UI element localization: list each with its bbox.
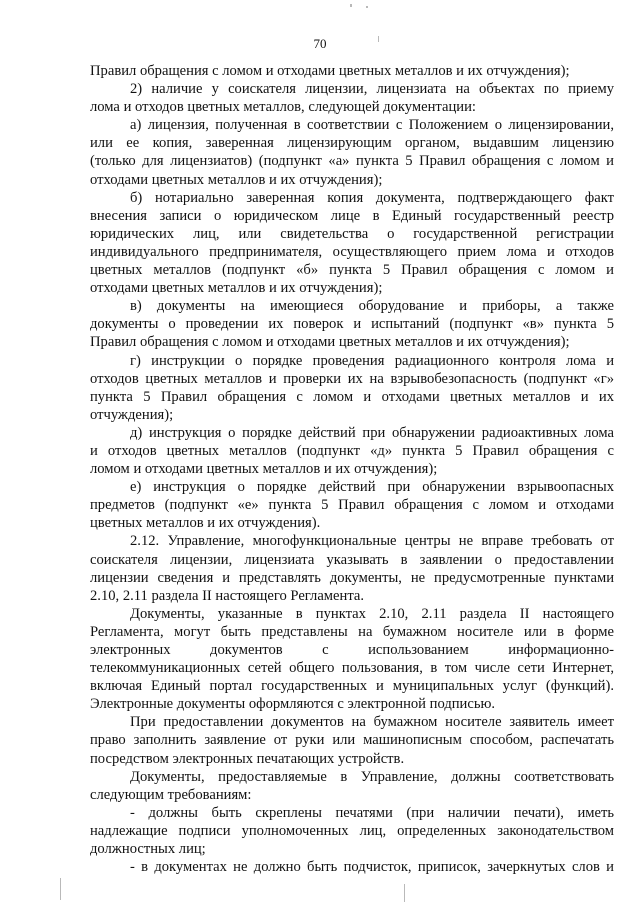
text-line: д) инструкция о порядке действий при обнаружении радиоактивных лома [130, 424, 614, 441]
text-line: индивидуального предпринимателя, осуществляющего прием лома и отходов [90, 243, 614, 260]
text-line: - должны быть скреплены печатями (при наличии печати), иметь [130, 804, 614, 821]
text-line: а) лицензия, полученная в соответствии с Положением о лицензировании, [130, 117, 614, 134]
text-line: предметов (подпункт «е» пункта 5 Правил обращения с ломом и отходами [90, 497, 614, 514]
text-line: и отходов цветных металлов (подпункт «д» пункта 5 Правил обращения с [90, 442, 614, 459]
text-line: следующим требованиям: [90, 786, 252, 803]
text-line: в) документы на имеющиеся оборудование и приборы, а также [130, 298, 614, 315]
text-line: посредством электронных печатающих устройств. [90, 750, 405, 767]
text-line: электронных документов с использованием информационно- [90, 642, 614, 658]
scan-artifact [378, 36, 379, 42]
text-line: право заполнить заявление от руки или машинописным способом, распечатать [90, 732, 614, 749]
document-body [90, 62, 614, 876]
text-line: 2.10, 2.11 раздела II настоящего Регламента. [90, 587, 365, 604]
text-line: г) инструкции о порядке проведения радиационного контроля лома и [130, 352, 614, 369]
text-line: отходами цветных металлов и их отчуждения); [90, 171, 383, 188]
text-line: 2) наличие у соискателя лицензии, лицензиата на объектах по приему [130, 81, 614, 98]
scan-artifact [60, 878, 61, 900]
text-line: цветных металлов и их отчуждения). [90, 515, 321, 532]
text-line: пункта 5 Правил обращения с ломом и отходами цветных металлов и их [90, 388, 614, 405]
text-line: Электронные документы оформляются с электронной подписью. [90, 696, 496, 713]
text-line: - в документах не должно быть подчисток, приписок, зачеркнутых слов и [130, 859, 614, 876]
text-line: Правил обращения с ломом и отходами цветных металлов и их отчуждения); [90, 63, 570, 79]
text-line: отходами цветных металлов и их отчуждения); [90, 280, 383, 297]
text-line: юридических лиц, или свидетельства о государственной регистрации [90, 225, 614, 242]
text-line: надлежащие подписи уполномоченных лиц, определенных законодательством [90, 822, 614, 839]
text-line: цветных металлов (подпункт «б» пункта 5 Правил обращения с ломом и [90, 262, 614, 279]
text-line: соискателя лицензии, лицензиата указывать в заявлении о предоставлении [90, 551, 614, 568]
page-number: 70 [313, 36, 327, 51]
text-line: е) инструкция о порядке действий при обнаружении взрывоопасных [130, 479, 614, 496]
text-line: Правил обращения с ломом и отходами цветных металлов и их отчуждения); [90, 334, 570, 351]
text-line: должностных лиц; [90, 841, 206, 858]
text-line: Документы, предоставляемые в Управление, должны соответствовать [130, 768, 614, 785]
scan-artifact [350, 4, 352, 7]
text-line: телекоммуникационных сетей общего пользования, в том числе сети Интернет, [90, 660, 614, 677]
text-line: При предоставлении документов на бумажном носителе заявитель имеет [130, 714, 614, 731]
text-line: внесения записи о юридическом лице в Единый государственный реестр [90, 207, 614, 224]
text-line: отчуждения); [90, 406, 174, 423]
text-line: или ее копия, заверенная лицензирующим органом, выдавшим лицензию [90, 135, 614, 152]
text-line: документы о проведении их поверок и испытаний (подпункт «в» пункта 5 [90, 316, 614, 333]
text-line: отходов цветных металлов и проверки их на взрывобезопасность (подпункт «г» [90, 370, 614, 387]
scan-artifact [404, 884, 405, 902]
scan-artifact [366, 6, 368, 8]
text-line: лицензии сведения и представлять документы, не предусмотренные пунктами [90, 569, 614, 586]
text-line: ломом и отходами цветных металлов и их отчуждения); [90, 461, 438, 478]
text-line: Документы, указанные в пунктах 2.10, 2.11 раздела II настоящего [130, 605, 614, 622]
text-line: Регламента, могут быть представлены на бумажном носителе или в форме [90, 623, 614, 640]
text-line: б) нотариально заверенная копия документа, подтверждающего факт [130, 189, 614, 206]
text-line: лома и отходов цветных металлов, следующей документации: [90, 99, 476, 116]
text-line: 2.12. Управление, многофункциональные центры не вправе требовать от [130, 533, 614, 550]
text-line: включая Единый портал государственных и муниципальных услуг (функций). [90, 678, 614, 695]
text-line: (только для лицензиатов) (подпункт «а» пункта 5 Правил обращения с ломом и [90, 153, 614, 170]
